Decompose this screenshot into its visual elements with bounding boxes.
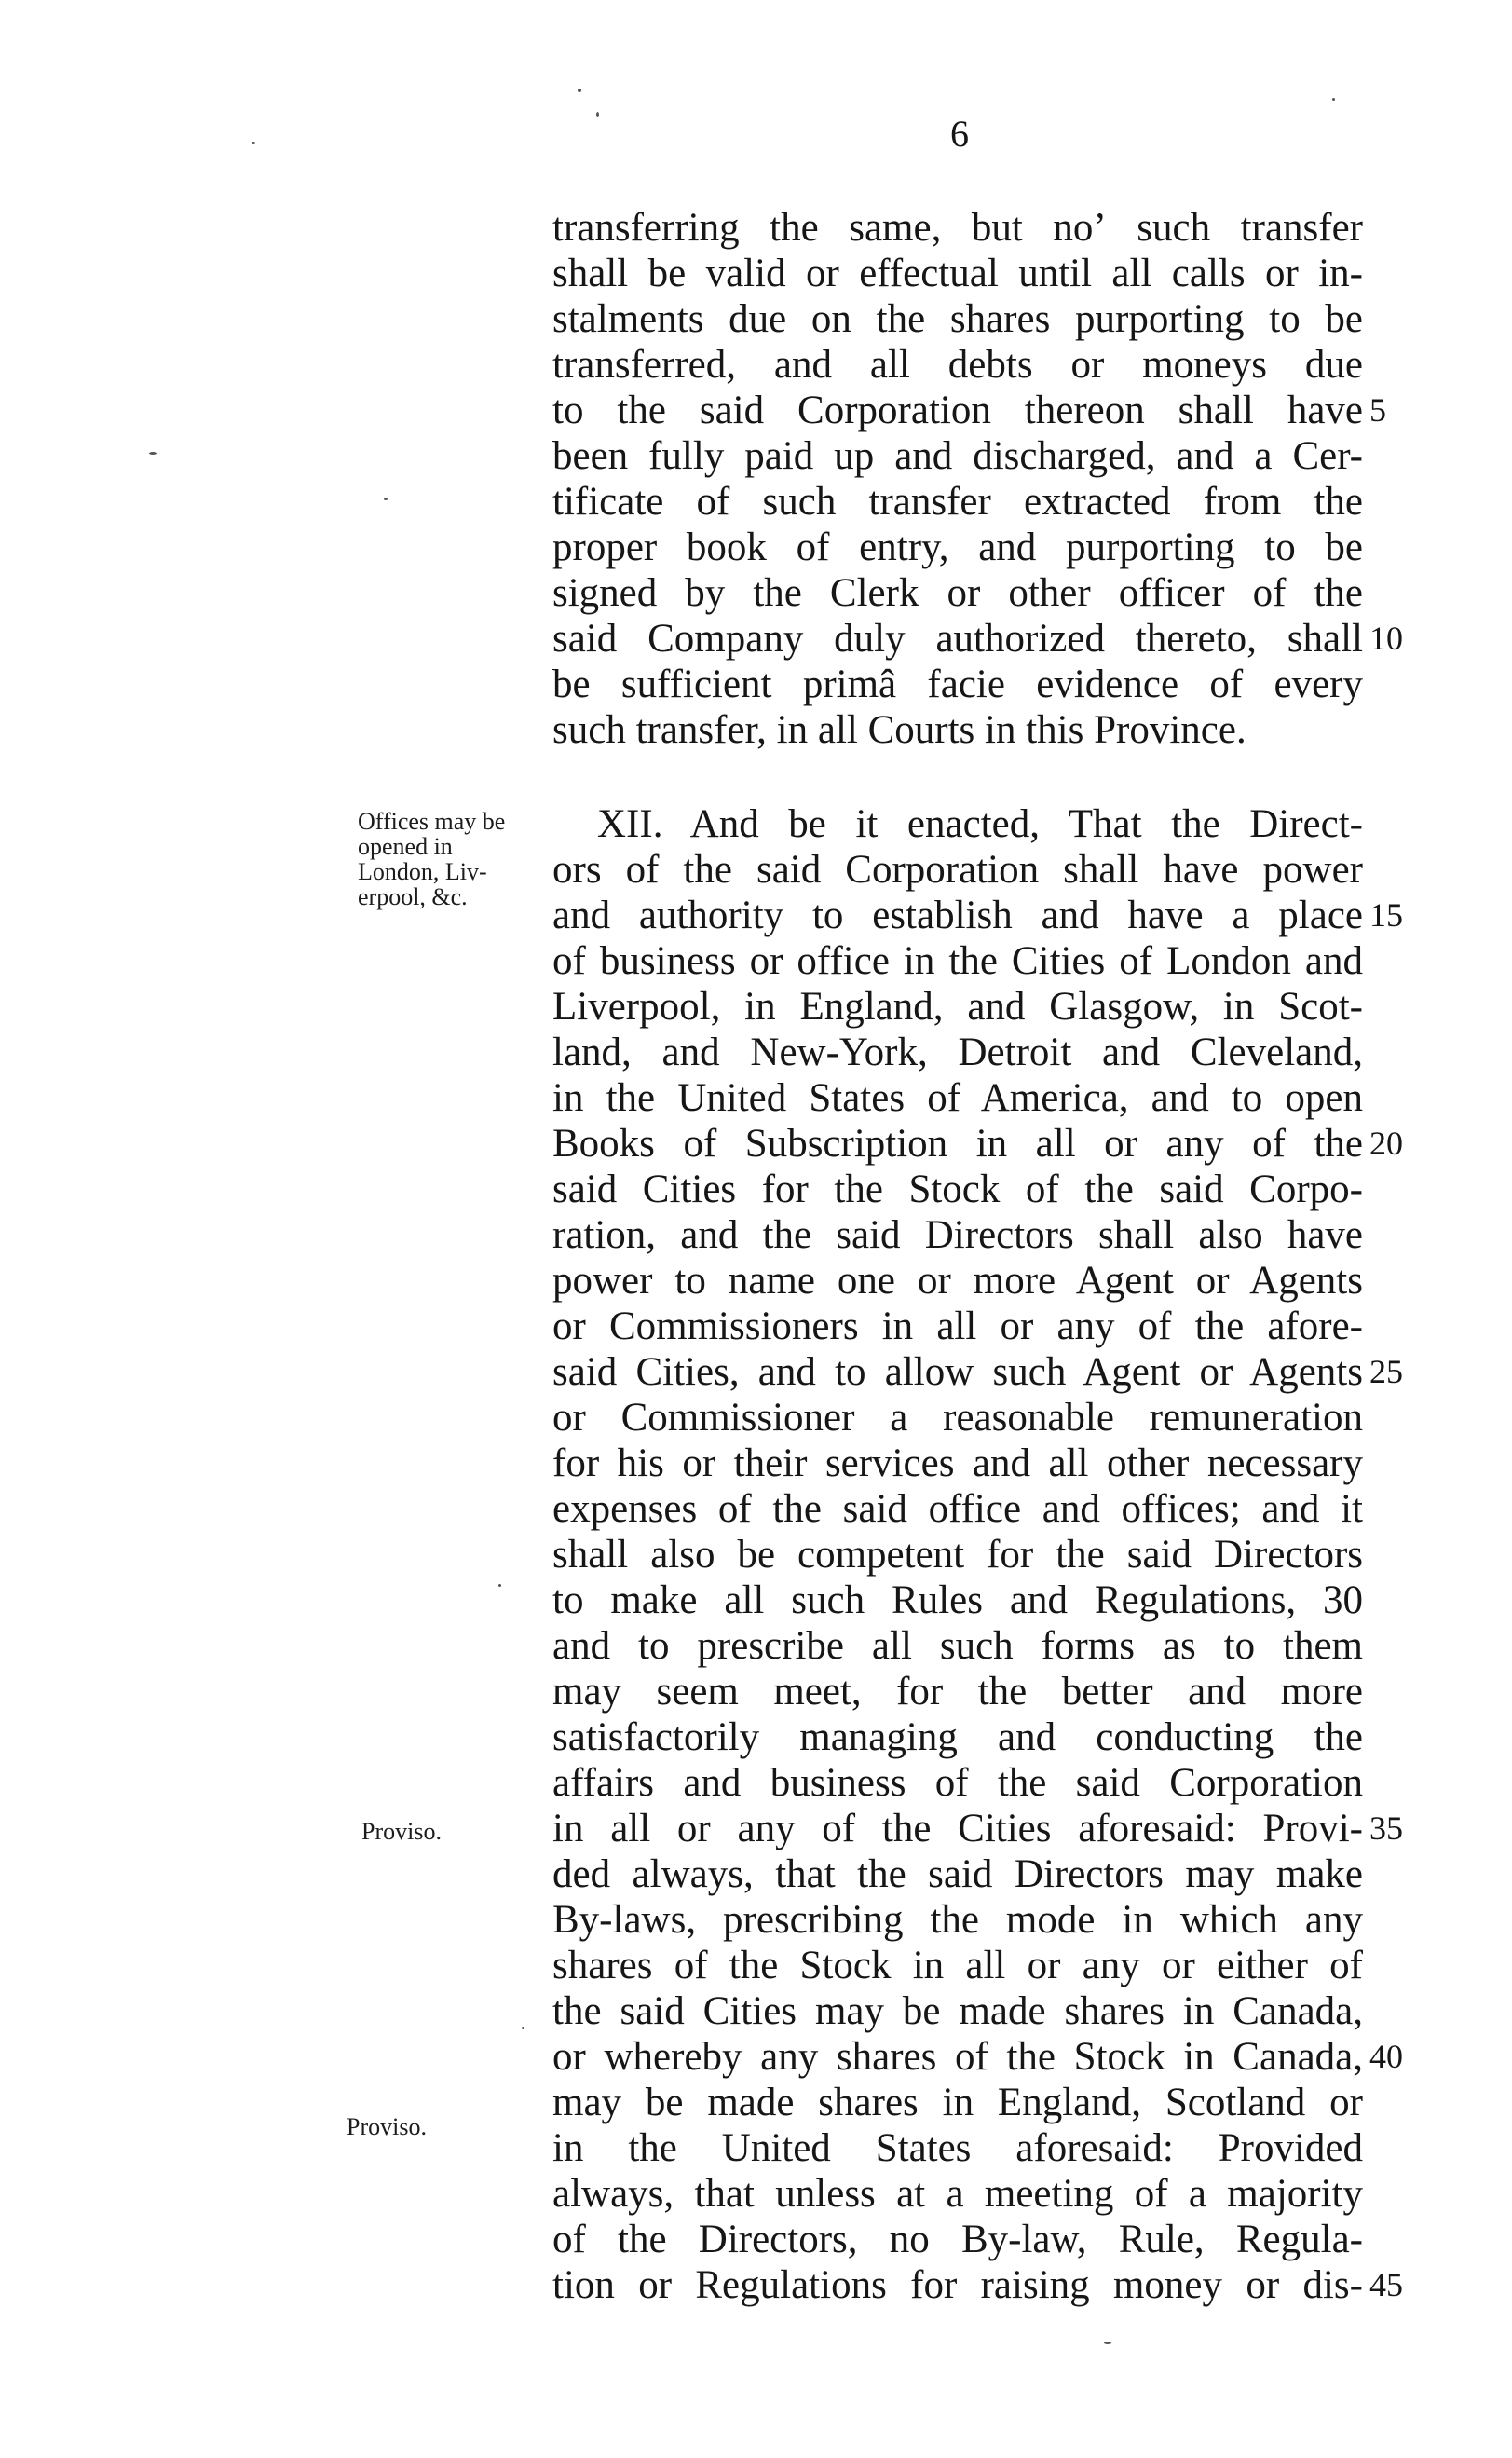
body-line: said Cities, and to allow such Agent or Agents [552, 1350, 1363, 1394]
body-line: satisfactorily managing and conducting the [552, 1715, 1363, 1759]
margin-note-proviso: Proviso. [347, 2113, 427, 2140]
body-line: and to prescribe all such forms as to them [552, 1624, 1363, 1668]
line-number: 5 [1369, 391, 1386, 429]
body-line: the said Cities may be made shares in Canada, [552, 1989, 1363, 2033]
scan-speck [1332, 98, 1335, 101]
body-line: in the United States aforesaid: Provided [552, 2126, 1363, 2170]
body-line: in the United States of America, and to open [552, 1076, 1363, 1120]
body-line: or whereby any shares of the Stock in Canada, [552, 2035, 1363, 2079]
body-line: By-laws, prescribing the mode in which any [552, 1898, 1363, 1942]
body-line: may be made shares in England, Scotland or [552, 2081, 1363, 2124]
body-line: transferred, and all debts or moneys due [552, 343, 1363, 387]
body-line: ration, and the said Directors shall also have [552, 1213, 1363, 1257]
body-line: tion or Regulations for raising money or dis- [552, 2263, 1363, 2307]
line-number: 40 [1369, 2038, 1403, 2075]
scan-speck [384, 498, 388, 500]
body-line: be sufficient primâ facie evidence of every [552, 662, 1363, 706]
line-number: 45 [1369, 2266, 1403, 2303]
body-line: land, and New-York, Detroit and Cleveland, [552, 1031, 1363, 1074]
line-number: 15 [1369, 896, 1403, 934]
body-line: and authority to establish and have a place [552, 894, 1363, 937]
margin-note-proviso: Proviso. [361, 1818, 442, 1845]
body-line: transferring the same, but noʼ such transfer [552, 206, 1363, 250]
body-line: Liverpool, in England, and Glasgow, in Scot- [552, 985, 1363, 1029]
body-line: of the Directors, no By-law, Rule, Regula- [552, 2218, 1363, 2261]
scan-speck [252, 142, 255, 144]
scan-speck [522, 2027, 524, 2029]
margin-note-line: erpool, &c. [358, 883, 468, 910]
body-line: proper book of entry, and purporting to be [552, 526, 1363, 569]
body-line: in all or any of the Cities aforesaid: Provi- [552, 1807, 1363, 1850]
body-line: ors of the said Corporation shall have power [552, 848, 1363, 892]
section-heading-line: XII. And be it enacted, That the Direct- [597, 802, 1363, 846]
margin-note-line: opened in [358, 833, 453, 860]
body-line: may seem meet, for the better and more [552, 1670, 1363, 1714]
body-line: signed by the Clerk or other officer of the [552, 571, 1363, 615]
body-line: said Company duly authorized thereto, shall [552, 617, 1363, 661]
body-line: said Cities for the Stock of the said Corpo- [552, 1168, 1363, 1211]
body-line: shares of the Stock in all or any or either of [552, 1944, 1363, 1987]
scan-speck [1104, 2342, 1111, 2344]
body-line: ded always, that the said Directors may make [552, 1852, 1363, 1896]
body-line: shall also be competent for the said Directors [552, 1533, 1363, 1577]
body-line: stalments due on the shares purporting to be [552, 297, 1363, 341]
body-line: to the said Corporation thereon shall have [552, 389, 1363, 432]
body-line: or Commissioners in all or any of the afore- [552, 1304, 1363, 1348]
scan-speck [149, 452, 157, 455]
line-number: 35 [1369, 1809, 1403, 1847]
body-line: or Commissioner a reasonable remuneration [552, 1396, 1363, 1440]
margin-note-line: London, Liv- [358, 858, 487, 885]
body-line: such transfer, in all Courts in this Province. [552, 708, 1246, 752]
margin-note-line: Offices may be [358, 808, 506, 835]
body-line: expenses of the said office and offices; and it [552, 1487, 1363, 1531]
line-number: 25 [1369, 1353, 1403, 1390]
body-line: shall be valid or effectual until all calls or in- [552, 252, 1363, 295]
body-line: affairs and business of the said Corporation [552, 1761, 1363, 1805]
line-number: 10 [1369, 620, 1403, 657]
body-line: Books of Subscription in all or any of the [552, 1122, 1363, 1166]
body-line: been fully paid up and discharged, and a Cer- [552, 434, 1363, 478]
body-line: always, that unless at a meeting of a majority [552, 2172, 1363, 2216]
margin-note-offices [358, 809, 505, 909]
body-line: tificate of such transfer extracted from the [552, 480, 1363, 524]
body-line: of business or office in the Cities of London and [552, 939, 1363, 983]
scan-speck [578, 89, 581, 92]
scan-speck [498, 1584, 501, 1587]
scan-speck [596, 112, 599, 117]
line-number: 20 [1369, 1125, 1403, 1162]
body-line: to make all such Rules and Regulations, 30 [552, 1578, 1363, 1622]
page-number: 6 [950, 113, 969, 155]
body-line: power to name one or more Agent or Agents [552, 1259, 1363, 1303]
body-line: for his or their services and all other necessary [552, 1441, 1363, 1485]
